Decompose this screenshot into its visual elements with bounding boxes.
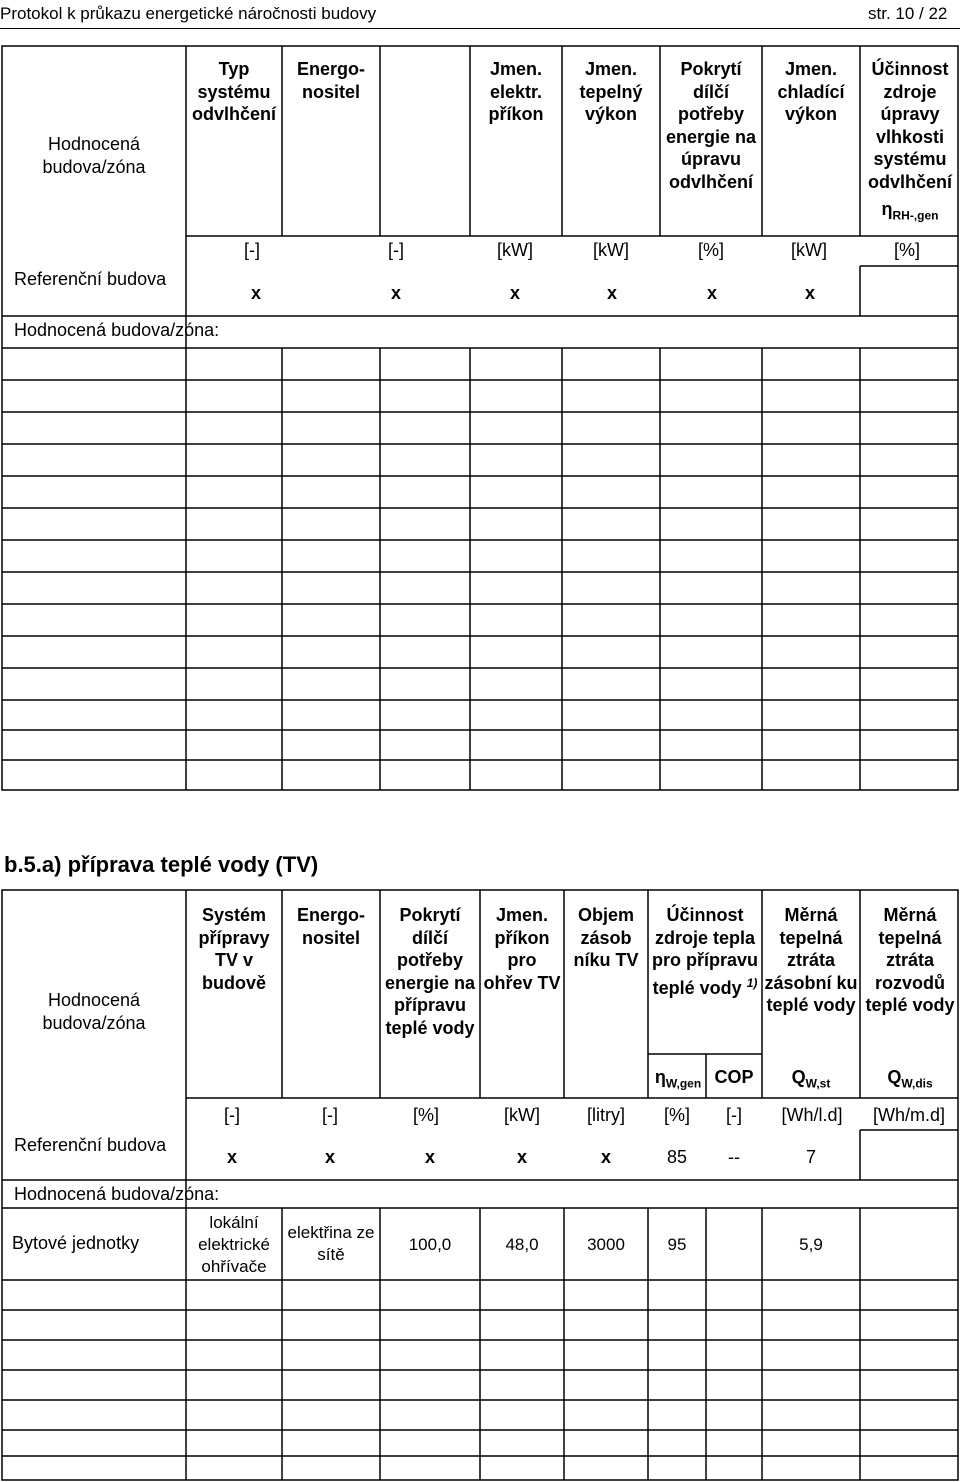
t2-unit-3: [kW]: [504, 1105, 540, 1125]
t1-eval-label: Hodnocená budova/zóna:: [14, 320, 220, 340]
t2-qdis-label: $Q_{W,dis}$: [887, 1067, 933, 1091]
section-title: b.5.a) příprava teplé vody (TV): [4, 852, 319, 877]
t2-col-efficiency: Účinnost zdroje tepla pro přípravu teplé vody $^{1)}$: [651, 905, 758, 998]
t1-unit-4: [%]: [697, 240, 724, 260]
t2-unit-2: [%]: [412, 1105, 439, 1125]
t1-col-elpower: Jmen. elektr. příkon: [488, 59, 544, 124]
t1-col-efficiency: Účinnost zdroje úpravy vlhkosti systému odvlhčení: [867, 59, 952, 192]
t2-ref-7: 7: [805, 1147, 816, 1167]
t2-unit-5: [%]: [663, 1105, 690, 1125]
t2-col-power: Jmen. příkon pro ohřev TV: [483, 905, 561, 993]
t2-col-system: Systém přípravy TV v budově: [198, 905, 270, 993]
t1-ref-5: x: [804, 283, 815, 303]
t1-ref-3: x: [606, 283, 617, 303]
t2-ref-label: Referenční budova: [14, 1135, 167, 1155]
t2-qst-label: $Q_{W,st}$: [791, 1067, 831, 1091]
t2-unit-0: [-]: [224, 1105, 240, 1125]
t1-ref-1: x: [390, 283, 401, 303]
t2-col-coverage: Pokrytí dílčí potřeby energie na přípravu teplé vody: [384, 905, 476, 1038]
t1-unit-1: [-]: [388, 240, 404, 260]
t2-row-carrier: elektřina ze sítě: [287, 1223, 375, 1264]
t1-eta-label: $\eta_{RH-,gen}$: [881, 199, 939, 223]
t2-eta-label: $\eta_{W,gen}$: [654, 1067, 702, 1091]
t2-ref-2: x: [424, 1147, 435, 1167]
t1-col-coolpower: Jmen. chladící výkon: [777, 59, 845, 124]
t1-ref-2: x: [509, 283, 520, 303]
t2-ref-1: x: [324, 1147, 335, 1167]
t2-unit-8: [Wh/m.d]: [872, 1105, 945, 1125]
t2-eval-label: Hodnocená budova/zóna:: [14, 1184, 220, 1204]
t1-col-type: Typ systému odvlhčení: [191, 59, 276, 124]
t1-col-heatpower: Jmen. tepelný výkon: [579, 59, 643, 124]
t1-ref-4: x: [706, 283, 717, 303]
t1-ref-label: Referenční budova: [14, 269, 167, 289]
t1-unit-6: [%]: [893, 240, 920, 260]
t1-col-zone: Hodnocená budova/zóna: [42, 134, 146, 177]
t2-ref-6: --: [728, 1147, 740, 1167]
t1-unit-3: [kW]: [593, 240, 629, 260]
t2-ref-4: x: [600, 1147, 611, 1167]
t2-row-volume: 3000: [587, 1235, 625, 1254]
t2-col-distribution-loss: Měrná tepelná ztráta rozvodů teplé vody: [865, 905, 955, 1015]
t1-col-carrier: Energo-nositel: [296, 59, 365, 102]
t2-row-name: Bytové jednotky: [12, 1233, 140, 1253]
t1-unit-0: [-]: [244, 240, 260, 260]
page-number: str. 10 / 22: [868, 4, 948, 23]
t2-unit-6: [-]: [726, 1105, 742, 1125]
t2-col-volume: Objem zásob níku TV: [573, 905, 639, 970]
t2-row-eff: 95: [667, 1235, 687, 1254]
t1-ref-0: x: [250, 283, 261, 303]
t2-unit-7: [Wh/l.d]: [781, 1105, 843, 1125]
t2-unit-1: [-]: [322, 1105, 338, 1125]
t2-row-power: 48,0: [505, 1235, 539, 1254]
t2-row-coverage: 100,0: [408, 1235, 452, 1254]
t2-ref-3: x: [516, 1147, 527, 1167]
t1-unit-2: [kW]: [497, 240, 533, 260]
t2-cop-label: COP: [714, 1067, 754, 1087]
t2-col-storage-loss: Měrná tepelná ztráta zásobní ku teplé vody: [764, 905, 858, 1015]
t2-row-system: lokální elektrické ohřívače: [198, 1213, 270, 1276]
t1-col-coverage: Pokrytí dílčí potřeby energie na úpravu odvlhčení: [665, 59, 757, 192]
t2-row-loss: 5,9: [799, 1235, 823, 1254]
t2-ref-0: x: [226, 1147, 237, 1167]
t2-unit-4: [litry]: [587, 1105, 625, 1125]
t2-ref-5: 85: [666, 1147, 688, 1167]
document-title: Protokol k průkazu energetické náročnosti budovy: [0, 4, 377, 23]
t1-unit-5: [kW]: [791, 240, 827, 260]
t2-col-carrier: Energo-nositel: [296, 905, 365, 948]
t2-col-zone: Hodnocená budova/zóna: [42, 990, 146, 1033]
